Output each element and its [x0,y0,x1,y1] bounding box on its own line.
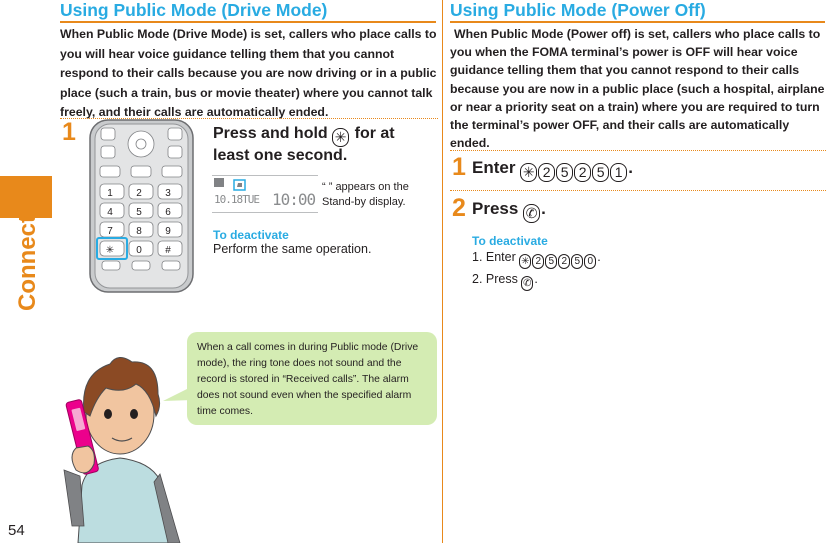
left-step-1-line1: Press and hold ✳ for at [213,125,395,145]
character-with-phone-illustration [58,350,188,543]
svg-text:#: # [165,245,171,256]
column-divider [442,0,443,543]
key-5-icon: 5 [571,254,583,269]
svg-text:4: 4 [107,207,113,218]
speech-bubble-text: When a call comes in during Public mode (Drive mode), the ring tone does not sound and the record is stored in “Received calls”. The alarm does not sound even when the specified alarm time comes. [197,342,419,417]
svg-text:9: 9 [165,226,171,237]
key-2-icon: 2 [574,163,591,182]
left-step-1-caption: “ ” appears on the Stand-by display. [322,181,409,208]
svg-text:2: 2 [136,188,142,199]
left-deactivate-heading: To deactivate [213,228,289,242]
asterisk-key-icon: ✳ [520,163,537,182]
key-5-icon: 5 [556,163,573,182]
key-0-icon: 0 [584,254,596,269]
right-step-2-number: 2 [452,194,466,222]
svg-text:6: 6 [165,207,171,218]
standby-display-screenshot [212,175,318,213]
svg-text:0: 0 [136,245,142,256]
svg-text:5: 5 [136,207,142,218]
left-step-1-line2: least one second. [213,147,348,164]
key-5-icon: 5 [545,254,557,269]
right-dotted-separator-1 [450,150,826,151]
screenshot-date: 10.18TUE [214,193,259,206]
svg-text:7: 7 [107,226,113,237]
phone-keypad-illustration [88,118,195,294]
key-2-icon: 2 [532,254,544,269]
side-tab [0,176,52,218]
page-number: 54 [8,522,25,539]
right-step-1-text: Enter ✳ 2 5 2 5 1 . [472,158,633,180]
asterisk-key-icon: ✳ [521,256,530,267]
key-2-icon: 2 [538,163,555,182]
right-deactivate-step-1: 1. Enter ✳ 2 5 2 5 0 . [472,250,601,267]
right-step-1-number: 1 [452,153,466,181]
right-deactivate-step-2: 2. Press ✆ . [472,272,538,289]
svg-text:1: 1 [107,188,113,199]
key-1-icon: 1 [610,163,627,182]
svg-text:8: 8 [136,226,142,237]
right-deactivate-heading: To deactivate [472,234,548,248]
right-step-2-text: Press ✆ . [472,199,546,221]
right-section-title: Using Public Mode (Power Off) [450,1,825,23]
left-deactivate-text: Perform the same operation. [213,242,372,256]
svg-text:✳: ✳ [105,245,115,256]
left-step-1-number: 1 [62,118,76,146]
left-section-title: Using Public Mode (Drive Mode) [60,1,436,23]
left-intro: When Public Mode (Drive Mode) is set, callers who place calls to you will hear voice guidance telling them that you cannot respond to their calls because you are now driving or in a public place (such a train, bus or movie theater) where you cannot talk freely, and their calls are automatically ended. [60,27,437,120]
call-key-icon: ✆ [523,278,532,289]
key-2-icon: 2 [558,254,570,269]
screenshot-time: 10:00 [272,190,316,209]
svg-text:3: 3 [165,188,171,199]
asterisk-key-icon: ✳ [332,128,349,147]
right-dotted-separator-2 [450,190,826,191]
key-5-icon: 5 [592,163,609,182]
call-key-icon: ✆ [523,204,540,223]
right-intro: When Public Mode (Power off) is set, callers who place calls to you when the FOMA terminal’s power is OFF will hear voice guidance telling them that you cannot respond to their calls because you are now in a public place (such a hospital, airplane or near a priority seat on a train) where you are required to turn the terminal’s power OFF, and their calls are automatically ended. [450,27,825,151]
side-tab-label: Connect [14,215,41,311]
